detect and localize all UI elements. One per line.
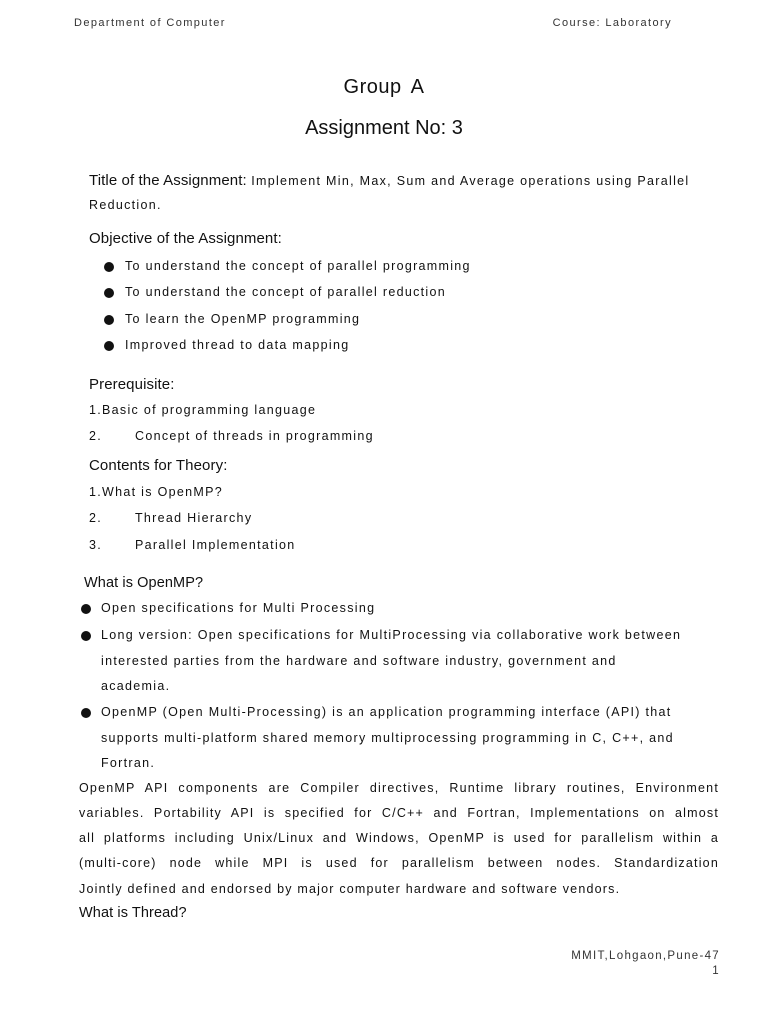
openmp-heading: What is OpenMP? (84, 575, 204, 591)
list-number: 2. (89, 429, 103, 443)
bullet-icon (104, 341, 114, 351)
list-text: Thread Hierarchy (135, 511, 253, 525)
group-title: Group A (343, 76, 425, 98)
objective-item: To learn the OpenMP programming (125, 312, 361, 326)
objective-item: Improved thread to data mapping (125, 338, 350, 352)
openmp-bullet-3-line: supports multi-platform shared memory multiprocessing programming in C, C++, and (101, 731, 674, 745)
header-course: Course: Laboratory (552, 17, 672, 29)
objective-heading: Objective of the Assignment: (89, 230, 282, 247)
assignment-title: Assignment No: 3 (305, 117, 463, 139)
openmp-bullet-1: Open specifications for Multi Processing (101, 601, 376, 615)
list-text: What is OpenMP? (102, 485, 223, 499)
openmp-paragraph-line: Jointly defined and endorsed by major computer hardware and software vendors. (79, 882, 621, 896)
footer-institute: MMIT,Lohgaon,Pune-47 (571, 950, 720, 962)
openmp-bullet-2-line: academia. (101, 679, 171, 693)
bullet-icon (104, 288, 114, 298)
thread-heading: What is Thread? (79, 905, 187, 921)
list-number: 1. (89, 485, 103, 499)
page-number: 1 (712, 965, 720, 977)
list-text: Parallel Implementation (135, 538, 296, 552)
assignment-title-row (89, 172, 690, 190)
list-text: Concept of threads in programming (135, 429, 374, 443)
bullet-icon (104, 262, 114, 272)
contents-heading: Contents for Theory: (89, 457, 228, 474)
list-number: 3. (89, 538, 103, 552)
openmp-paragraph-line: all platforms including Unix/Linux and Windows, OpenMP is used for parallelism within a (79, 831, 719, 845)
bullet-icon (81, 631, 91, 641)
title-text-line2: Reduction. (89, 198, 162, 212)
header-department: Department of Computer (74, 17, 226, 29)
bullet-icon (81, 708, 91, 718)
prerequisite-item (89, 429, 102, 443)
openmp-bullet-2-line: interested parties from the hardware and software industry, government and (101, 654, 617, 668)
title-label: Title of the Assignment: (89, 172, 247, 189)
prerequisite-heading: Prerequisite: (89, 376, 175, 393)
contents-item (89, 485, 223, 499)
list-number: 1. (89, 403, 103, 417)
objective-item: To understand the concept of parallel programming (125, 259, 471, 273)
bullet-icon (81, 604, 91, 614)
list-text: Basic of programming language (102, 403, 317, 417)
openmp-bullet-3-line: OpenMP (Open Multi-Processing) is an application programming interface (API) that (101, 705, 672, 719)
list-number: 2. (89, 511, 103, 525)
openmp-bullet-2-line: Long version: Open specifications for MultiProcessing via collaborative work between (101, 628, 682, 642)
bullet-icon (104, 315, 114, 325)
openmp-paragraph-line: variables. Portability API is specified for C/C++ and Fortran, Implementations on almost (79, 806, 719, 820)
title-text-line1: Implement Min, Max, Sum and Average operations using Parallel (251, 174, 690, 188)
prerequisite-item (89, 403, 316, 417)
openmp-paragraph-line: OpenMP API components are Compiler directives, Runtime library routines, Environment (79, 781, 719, 795)
openmp-paragraph-line: (multi-core) node while MPI is used for parallelism between nodes. Standardization (79, 856, 719, 870)
openmp-bullet-3-line: Fortran. (101, 756, 156, 770)
objective-item: To understand the concept of parallel reduction (125, 285, 446, 299)
